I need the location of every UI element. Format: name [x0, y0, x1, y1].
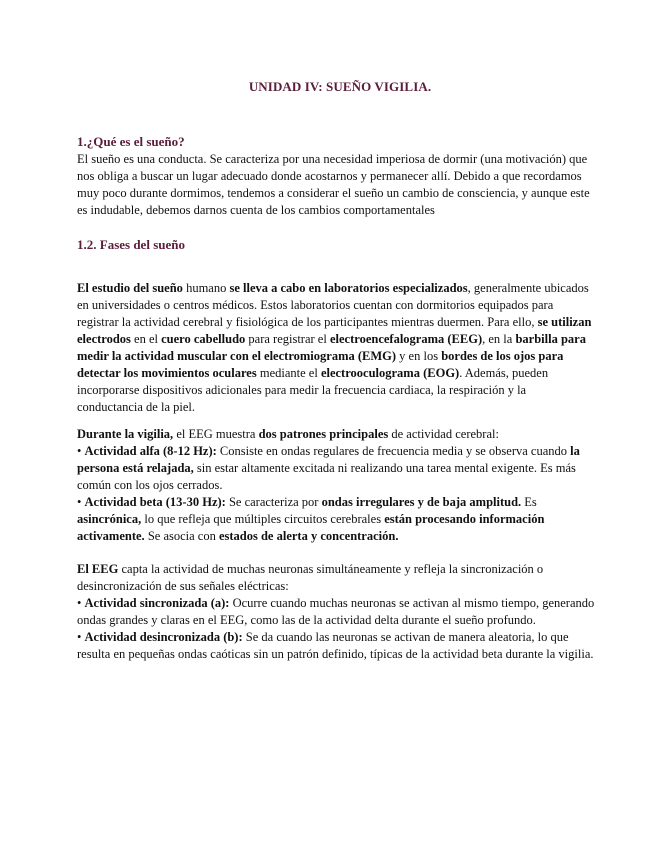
list-item-alpha-activity: • Actividad alfa (8-12 Hz): Consiste en ondas regulares de frecuencia media y se observa cuando la persona está relajada, sin estar altamente excitada ni realizando una tarea mental exigente. Es más común con los ojos cerrados. — [77, 444, 580, 492]
section-heading-what-is-sleep: 1.¿Qué es el sueño? — [77, 134, 185, 149]
list-item-desynchronized-activity: • Actividad desincronizada (b): Se da cuando las neuronas se activan de manera aleatoria, lo que resulta en pequeñas ondas caóticas sin un patrón definido, típicas de la actividad beta durante la vigilia. — [77, 630, 594, 661]
list-item-synchronized-activity: • Actividad sincronizada (a): Ocurre cuando muchas neuronas se activan al mismo tiempo, generando ondas grandes y claras en el EEG, como las de la actividad delta durante el sueño profundo. — [77, 596, 595, 627]
paragraph-sleep-definition: El sueño es una conducta. Se caracteriza por una necesidad imperiosa de dormir (una motivación) que nos obliga a buscar un lugar adecuado donde acostarnos y permanecer allí. Debido a que recordamos muy poco durante dormimos, tendemos a considerar el sueño un cambio de consciencia, y aunque este es indudable, debemos darnos cuenta de los cambios comportamentales — [77, 152, 590, 217]
paragraph-sleep-study: El estudio del sueño humano se lleva a cabo en laboratorios especializados, generalmente ubicados en universidades o centros médicos. Estos laboratorios cuentan con dormitorios equipados para registrar la actividad cerebral y fisiológica de los participantes mientras duermen. Para ello, se utilizan electrodos en el cuero cabelludo para registrar el electroencefalograma (EEG), en la barbilla para medir la actividad muscular con el electromiograma (EMG) y en los bordes de los ojos para detectar los movimientos oculares mediante el electrooculograma (EOG). Además, pueden incorporarse dispositivos adicionales para medir la frecuencia cardiaca, la respiración y la conductancia de la piel. — [77, 281, 592, 414]
document-title: UNIDAD IV: SUEÑO VIGILIA. — [248, 79, 432, 94]
paragraph-wakefulness: Durante la vigilia, el EEG muestra dos patrones principales de actividad cerebral: — [77, 427, 499, 441]
paragraph-eeg: El EEG capta la actividad de muchas neuronas simultáneamente y refleja la sincronización o desincronización de sus señales eléctricas: — [77, 562, 544, 593]
list-item-beta-activity: • Actividad beta (13-30 Hz): Se caracteriza por ondas irregulares y de baja amplitud. Es asincrónica, lo que refleja que múltiples circuitos cerebrales están procesando información activamente. Se asocia con estados de alerta y concentración. — [77, 495, 545, 543]
section-heading-sleep-phases: 1.2. Fases del sueño — [77, 237, 185, 252]
